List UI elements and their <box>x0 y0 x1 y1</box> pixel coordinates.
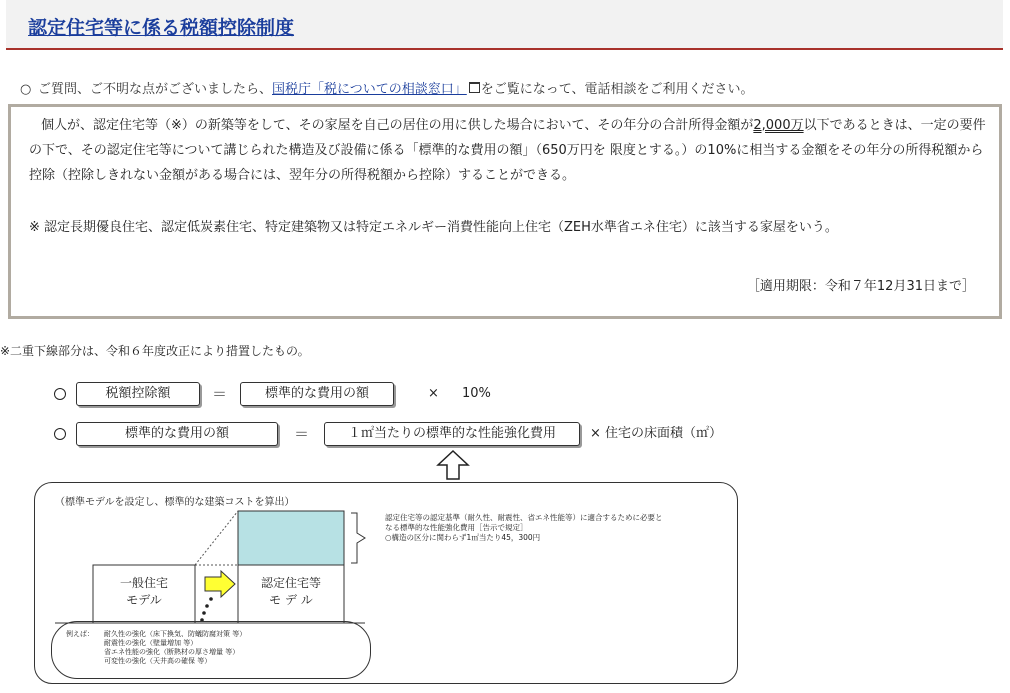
multiply-sign: × <box>428 386 439 401</box>
label-line: モ デ ル <box>269 593 313 607</box>
label-line: 認定住宅等 <box>260 576 321 590</box>
example-item: 耐震性の強化（壁量増加 等） <box>104 639 198 647</box>
external-window-icon <box>469 82 480 93</box>
summary-text-a: 個人が、認定住宅等（※）の新築等をして、その家屋を自己の居住の用に供した場合において、その年分の合計所得金額が <box>41 118 754 133</box>
example-item: 耐久性の強化（床下換気、防蟻防腐対策 等） <box>104 630 247 638</box>
per-sqm-cost-box: １㎡当たりの標準的な性能強化費用 <box>324 422 580 446</box>
general-house-label <box>93 575 195 609</box>
contact-notice <box>20 78 754 97</box>
floor-area-text: × 住宅の床面積（㎡） <box>590 426 723 441</box>
amended-amount: 2,000万 <box>753 118 804 133</box>
cost-note-line: ○構造の区分に関わらず1㎡当たり45，300円 <box>385 533 541 542</box>
equals-sign: ＝ <box>212 385 228 403</box>
summary-box <box>8 104 1002 319</box>
title-bar <box>6 0 1003 50</box>
application-period: ［適用期限：令和７年12月31日まで］ <box>746 279 975 294</box>
certified-house-label <box>238 575 344 609</box>
tax-credit-box: 税額控除額 <box>76 382 200 406</box>
label-line: モデル <box>126 593 162 607</box>
rate-text: 10% <box>462 386 491 401</box>
page-title-link[interactable]: 認定住宅等に係る税額控除制度 <box>28 17 295 39</box>
summary-footnote: ※ 認定長期優良住宅、認定低炭素住宅、特定建築物又は特定エネルギー消費性能向上住宅（ZEH水準省エネ住宅）に該当する家屋をいう。 <box>29 220 838 235</box>
circle-icon <box>54 388 66 400</box>
bullet: ○ <box>20 82 32 97</box>
consultation-link[interactable]: 国税庁「税についての相談窓口」 <box>272 82 467 97</box>
notice-text-after: をご覧になって、電話相談をご利用ください。 <box>480 82 754 97</box>
notice-text-before: ご質問、ご不明な点がございましたら、 <box>38 82 273 97</box>
cost-note-line: なる標準的な性能強化費用［告示で規定］ <box>385 523 528 532</box>
example-item: 可変性の強化（天井高の確保 等） <box>104 657 212 665</box>
examples-prefix: 例えば： <box>66 630 94 638</box>
circle-icon <box>54 428 66 440</box>
examples-box <box>51 621 371 679</box>
label-line: 一般住宅 <box>119 576 168 590</box>
amendment-remark: ※二重下線部分は、令和６年度改正により措置したもの。 <box>0 344 310 358</box>
cost-note-line: 認定住宅等の認定基準（耐久性、耐震性、省エネ性能等）に適合するために必要と <box>385 513 663 522</box>
standard-model-diagram <box>34 482 738 684</box>
summary-text-b: 以下であるときは、一定の要件の下で、その認定住宅等について講じられた構造及び設備に係る「標準的な費用の額」（650万円を 限度とする。）の10%に相当する金額をその年分の所得税額から控除（控除しきれない金額がある場合には、翌年分の所得税額から控除）することができる。 <box>29 118 986 183</box>
model-title: （標準モデルを設定し、標準的な建築コストを算出） <box>55 497 295 508</box>
summary-paragraph <box>29 113 989 188</box>
example-item: 省エネ性能の強化（断熱材の厚さ増量 等） <box>104 648 240 656</box>
standard-cost-box-2: 標準的な費用の額 <box>76 422 278 446</box>
standard-cost-box: 標準的な費用の額 <box>240 382 394 406</box>
equals-sign: ＝ <box>294 425 310 443</box>
up-arrow-icon <box>436 449 470 481</box>
cost-note <box>385 513 735 543</box>
